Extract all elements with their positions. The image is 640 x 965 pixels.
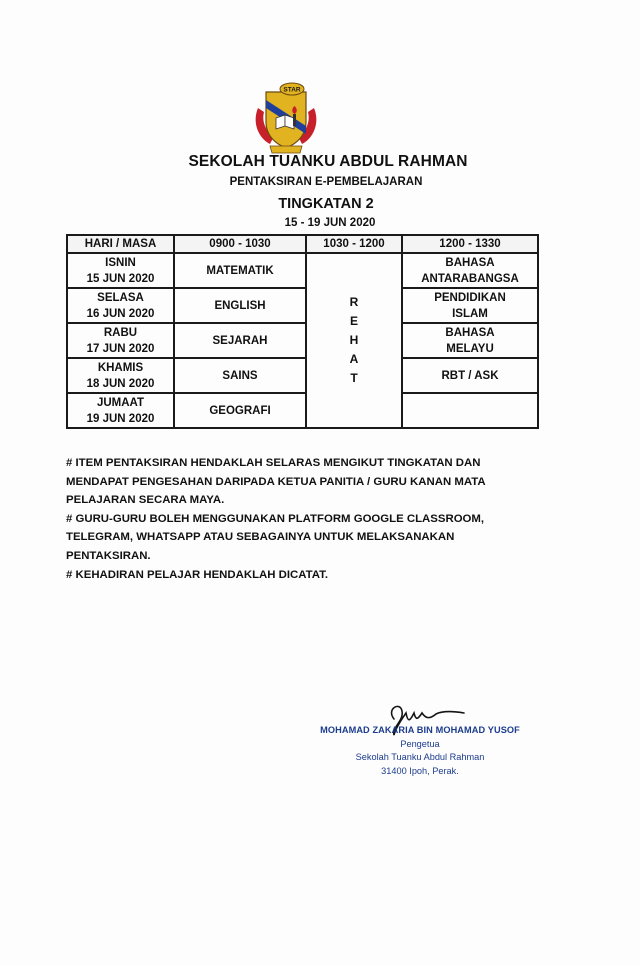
note-item: # KEHADIRAN PELAJAR HENDAKLAH DICATAT.: [66, 568, 328, 581]
day-cell: [67, 393, 174, 428]
subject-slot-3: PENDIDIKAN ISLAM: [402, 288, 538, 323]
day-cell: [67, 358, 174, 393]
subject-slot-1: MATEMATIK: [174, 253, 306, 288]
subject-slot-3: [402, 393, 538, 428]
instructions-notes: [66, 454, 536, 584]
subject-slot-3: BAHASA MELAYU: [402, 323, 538, 358]
svg-text:STAR: STAR: [283, 86, 301, 94]
note-item: # GURU-GURU BOLEH MENGGUNAKAN PLATFORM GOOGLE CLASSROOM, TELEGRAM, WHATSAPP ATAU SEBAGAINYA UNTUK MELAKSANAKAN PENTAKSIRAN.: [66, 512, 485, 562]
subject-slot-3: RBT / ASK: [402, 358, 538, 393]
day-name: JUMAAT: [96, 396, 145, 409]
day-name: SELASA: [97, 291, 144, 304]
day-cell: [67, 288, 174, 323]
subject-slot-3: BAHASA ANTARABANGSA: [402, 253, 538, 288]
table-row: [67, 393, 538, 428]
timetable: [66, 234, 539, 429]
day-name: KHAMIS: [97, 361, 144, 374]
break-cell: [306, 253, 402, 428]
note-item: # ITEM PENTAKSIRAN HENDAKLAH SELARAS MENGIKUT TINGKATAN DAN MENDAPAT PENGESAHAN DARIPADA KETUA PANITIA / GURU KANAN MATA PELAJARAN SECARA MAYA.: [66, 457, 486, 507]
break-label: R E H A T: [349, 295, 359, 385]
assessment-subtitle: PENTAKSIRAN E-PEMBELAJARAN: [229, 176, 423, 188]
school-crest-logo: [252, 78, 320, 156]
day-name: ISNIN: [105, 256, 136, 269]
table-row: [67, 288, 538, 323]
signature-address: 31400 Ipoh, Perak.: [381, 765, 459, 776]
table-row: [67, 253, 538, 288]
school-name: SEKOLAH TUANKU ABDUL RAHMAN: [188, 153, 468, 170]
signature-block: [300, 724, 540, 778]
day-date: 15 JUN 2020: [86, 272, 155, 285]
day-date: 18 JUN 2020: [86, 377, 155, 390]
form-level: TINGKATAN 2: [278, 196, 374, 212]
subject-slot-1: SAINS: [174, 358, 306, 393]
day-date: 16 JUN 2020: [86, 307, 155, 320]
table-row: [67, 358, 538, 393]
timetable-header-row: [67, 235, 538, 253]
day-date: 17 JUN 2020: [86, 342, 155, 355]
signature-school: Sekolah Tuanku Abdul Rahman: [355, 752, 485, 762]
subject-slot-1: GEOGRAFI: [174, 393, 306, 428]
day-date: 19 JUN 2020: [86, 412, 155, 425]
day-cell: [67, 323, 174, 358]
header-slot-2: 1030 - 1200: [306, 235, 402, 253]
subject-slot-1: ENGLISH: [174, 288, 306, 323]
day-name: RABU: [103, 326, 138, 339]
principal-title: Pengetua: [400, 738, 440, 749]
header-day-time: HARI / MASA: [67, 235, 174, 253]
header-slot-1: 0900 - 1030: [174, 235, 306, 253]
date-range: 15 - 19 JUN 2020: [284, 217, 376, 229]
subject-slot-1: SEJARAH: [174, 323, 306, 358]
day-cell: [67, 253, 174, 288]
header-slot-3: 1200 - 1330: [402, 235, 538, 253]
table-row: [67, 323, 538, 358]
principal-name: MOHAMAD ZAKARIA BIN MOHAMAD YUSOF: [320, 725, 520, 735]
